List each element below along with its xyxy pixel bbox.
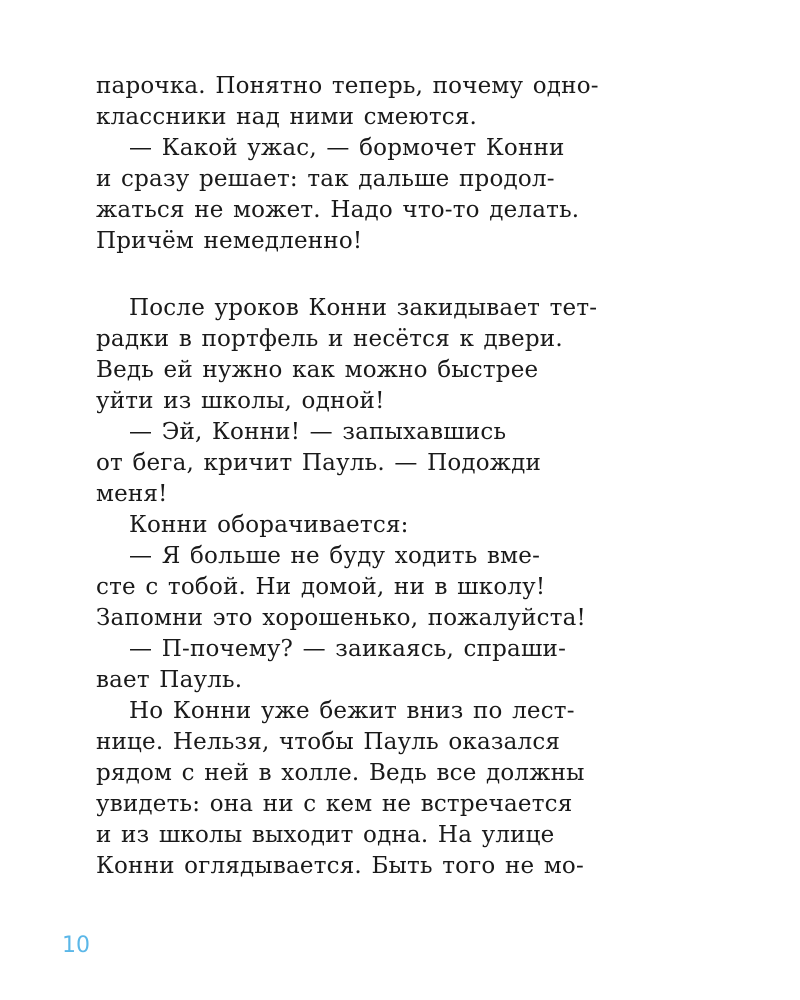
text-line: Конни оглядывается. Быть того не мо- bbox=[96, 853, 584, 879]
text-line: нице. Нельзя, чтобы Пауль оказался bbox=[96, 729, 561, 755]
text-line: После уроков Конни закидывает тет- bbox=[129, 295, 598, 321]
text-line: — Я больше не буду ходить вме- bbox=[129, 543, 541, 569]
text-line: вает Пауль. bbox=[96, 667, 243, 693]
text-line: парочка. Понятно теперь, почему одно- bbox=[96, 73, 599, 99]
text-line: радки в портфель и несётся к двери. bbox=[96, 326, 563, 352]
text-line: — Какой ужас, — бормочет Конни bbox=[129, 135, 565, 161]
text-line: Запомни это хорошенько, пожалуйста! bbox=[96, 605, 587, 631]
text-line: от бега, кричит Пауль. — Подожди bbox=[96, 450, 542, 476]
text-line: Ведь ей нужно как можно быстрее bbox=[96, 357, 539, 383]
text-line: сте с тобой. Ни домой, ни в школу! bbox=[96, 574, 546, 600]
text-line: увидеть: она ни с кем не встречается bbox=[96, 791, 573, 817]
text-block-2 bbox=[96, 293, 696, 882]
text-line: меня! bbox=[96, 481, 168, 507]
text-block-1 bbox=[96, 71, 696, 257]
text-line: Причём немедленно! bbox=[96, 228, 363, 254]
text-line: и из школы выходит одна. На улице bbox=[96, 822, 555, 848]
text-line: — П-почему? — заикаясь, спраши- bbox=[129, 636, 567, 662]
text-line: — Эй, Конни! — запыхавшись bbox=[129, 419, 507, 445]
text-line: классники над ними смеются. bbox=[96, 104, 478, 130]
text-line: жаться не может. Надо что-то делать. bbox=[96, 197, 580, 223]
text-line: уйти из школы, одной! bbox=[96, 388, 385, 414]
text-line: Но Конни уже бежит вниз по лест- bbox=[129, 698, 575, 724]
text-line: рядом с ней в холле. Ведь все должны bbox=[96, 760, 585, 786]
page-number: 10 bbox=[62, 933, 90, 958]
text-line: и сразу решает: так дальше продол- bbox=[96, 166, 555, 192]
text-line: Конни оборачивается: bbox=[129, 512, 409, 538]
